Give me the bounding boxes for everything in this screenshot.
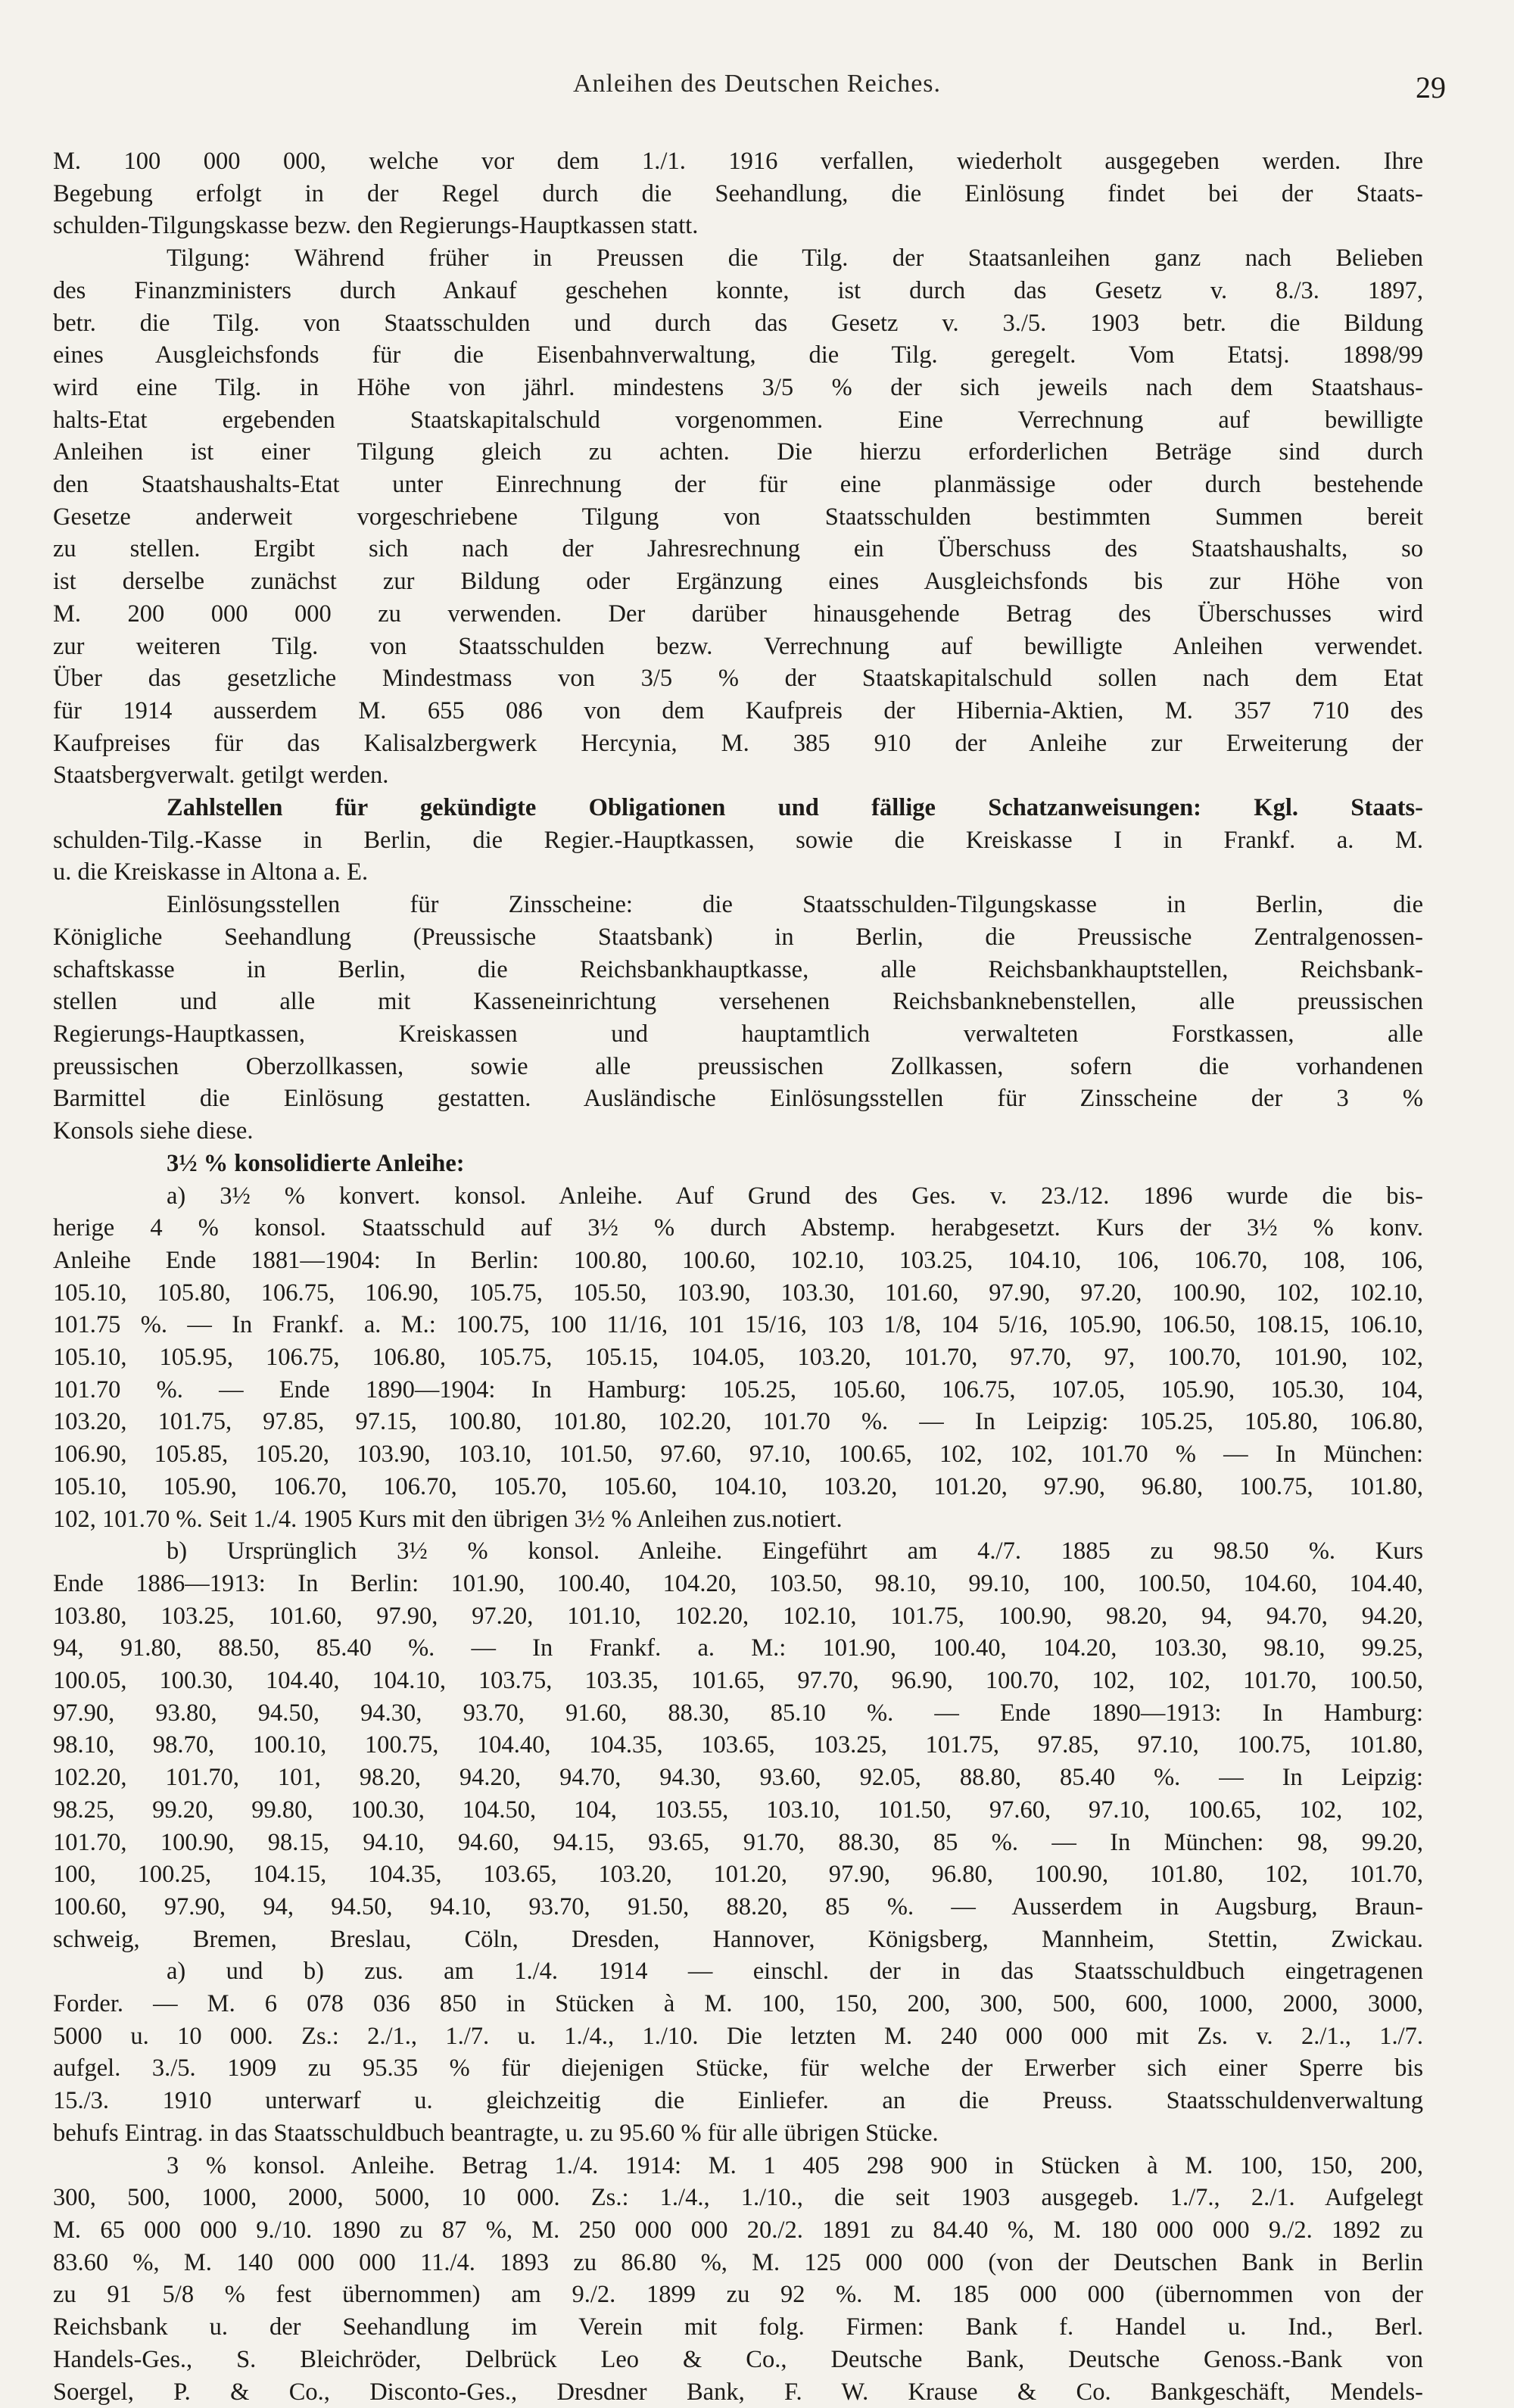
text-line: 105.10, 105.80, 106.75, 106.90, 105.75, 105.50, 103.90, 103.30, 101.60, 97.90, 97.20, 100.90, 102, 102.10, — [53, 1279, 1423, 1307]
text-line: Handels-Ges., S. Bleichröder, Delbrück Leo & Co., Deutsche Bank, Deutsche Genoss.-Bank von — [53, 2345, 1423, 2373]
text-line: Kaufpreises für das Kalisalzbergwerk Hercynia, M. 385 910 der Anleihe zur Erweiterung der — [53, 729, 1423, 757]
running-title: Anleihen des Deutschen Reiches. — [572, 70, 942, 98]
text-line: a) und b) zus. am 1./4. 1914 — einschl. der in das Staatsschuldbuch eingetragenen — [167, 1958, 1423, 1986]
text-line: Regierungs-Hauptkassen, Kreiskassen und hauptamtlich verwalteten Forstkassen, alle — [53, 1020, 1423, 1048]
text-line: 103.20, 101.75, 97.85, 97.15, 100.80, 101.80, 102.20, 101.70 %. — In Leipzig: 105.25, 105.80, 106.80, — [53, 1408, 1423, 1436]
text-line: den Staatshaushalts-Etat unter Einrechnung der für eine planmässige oder durch bestehende — [53, 471, 1423, 499]
text-line: 100.60, 97.90, 94, 94.50, 94.10, 93.70, 91.50, 88.20, 85 %. — Ausserdem in Augsburg, Braun- — [53, 1892, 1423, 1920]
text-line: 105.10, 105.95, 106.75, 106.80, 105.75, 105.15, 104.05, 103.20, 101.70, 97.70, 97, 100.70, 101.90, 102, — [53, 1344, 1423, 1372]
page-number: 29 — [1416, 70, 1446, 104]
text-line: Soergel, P. & Co., Disconto-Ges., Dresdner Bank, F. W. Krause & Co. Bankgeschäft, Mendels- — [53, 2378, 1423, 2406]
text-line: Forder. — M. 6 078 036 850 in Stücken à M. 100, 150, 200, 300, 500, 600, 1000, 2000, 3000, — [53, 1990, 1423, 2018]
page-header — [53, 70, 1461, 115]
text-line: 106.90, 105.85, 105.20, 103.90, 103.10, 101.50, 97.60, 97.10, 100.65, 102, 102, 101.70 % — In München: — [53, 1441, 1423, 1469]
text-line: Konsols siehe diese. — [53, 1117, 254, 1145]
text-line: 105.10, 105.90, 106.70, 106.70, 105.70, 105.60, 104.10, 103.20, 101.20, 97.90, 96.80, 100.75, 101.80, — [53, 1472, 1423, 1500]
text-line: 15./3. 1910 unterwarf u. gleichzeitig die Einliefer. an die Preuss. Staatsschuldenverwaltung — [53, 2087, 1423, 2115]
text-line: schaftskasse in Berlin, die Reichsbankhauptkasse, alle Reichsbankhauptstellen, Reichsbank- — [53, 955, 1423, 983]
text-line: 103.80, 103.25, 101.60, 97.90, 97.20, 101.10, 102.20, 102.10, 101.75, 100.90, 98.20, 94, 94.70, 94.20, — [53, 1602, 1423, 1630]
text-line: 101.70 %. — Ende 1890—1904: In Hamburg: 105.25, 105.60, 106.75, 107.05, 105.90, 105.30, 104, — [53, 1375, 1423, 1403]
text-line: 102, 101.70 %. Seit 1./4. 1905 Kurs mit den übrigen 3½ % Anleihen zus.notiert. — [53, 1505, 843, 1533]
text-line: des Finanzministers durch Ankauf geschehen konnte, ist durch das Gesetz v. 8./3. 1897, — [53, 276, 1423, 304]
text-line: Anleihen ist einer Tilgung gleich zu achten. Die hierzu erforderlichen Beträge sind durch — [53, 438, 1423, 466]
text-line: u. die Kreiskasse in Altona a. E. — [53, 858, 369, 886]
text-line: 3½ % konsolidierte Anleihe: — [167, 1149, 465, 1177]
text-line: M. 100 000 000, welche vor dem 1./1. 1916 verfallen, wiederholt ausgegeben werden. Ihre — [53, 148, 1423, 175]
text-line: behufs Eintrag. in das Staatsschuldbuch beantragte, u. zu 95.60 % für alle übrigen Stücke. — [53, 2119, 939, 2147]
text-line: b) Ursprünglich 3½ % konsol. Anleihe. Eingeführt am 4./7. 1885 zu 98.50 %. Kurs — [167, 1537, 1423, 1565]
text-line: stellen und alle mit Kasseneinrichtung versehenen Reichsbanknebenstellen, alle preussischen — [53, 988, 1423, 1016]
text-line: M. 200 000 000 zu verwenden. Der darüber hinausgehende Betrag des Überschusses wird — [53, 600, 1423, 628]
text-line: 98.10, 98.70, 100.10, 100.75, 104.40, 104.35, 103.65, 103.25, 101.75, 97.85, 97.10, 100.75, 101.80, — [53, 1731, 1423, 1759]
text-line: 94, 91.80, 88.50, 85.40 %. — In Frankf. a. M.: 101.90, 100.40, 104.20, 103.30, 98.10, 99.25, — [53, 1634, 1423, 1662]
text-line: zu 91 5/8 % fest übernommen) am 9./2. 1899 zu 92 %. M. 185 000 000 (übernommen von der — [53, 2281, 1423, 2309]
text-line: ist derselbe zunächst zur Bildung oder Ergänzung eines Ausgleichsfonds bis zur Höhe von — [53, 568, 1423, 596]
text-line: schulden-Tilgungskasse bezw. den Regierungs-Hauptkassen statt. — [53, 212, 699, 240]
text-line: 83.60 %, M. 140 000 000 11./4. 1893 zu 86.80 %, M. 125 000 000 (von der Deutschen Bank in Berlin — [53, 2248, 1423, 2276]
text-line: halts-Etat ergebenden Staatskapitalschuld vorgenommen. Eine Verrechnung auf bewilligte — [53, 406, 1423, 434]
text-line: preussischen Oberzollkassen, sowie alle preussischen Zollkassen, sofern die vorhandenen — [53, 1052, 1423, 1080]
text-line: für 1914 ausserdem M. 655 086 von dem Kaufpreis der Hibernia-Aktien, M. 357 710 des — [53, 696, 1423, 724]
text-line: 98.25, 99.20, 99.80, 100.30, 104.50, 104, 103.55, 103.10, 101.50, 97.60, 97.10, 100.65, 102, 102, — [53, 1796, 1423, 1824]
text-line: wird eine Tilg. in Höhe von jährl. mindestens 3/5 % der sich jeweils nach dem Staatshaus- — [53, 373, 1423, 401]
text-line: 100, 100.25, 104.15, 104.35, 103.65, 103.20, 101.20, 97.90, 96.80, 100.90, 101.80, 102, 101.70, — [53, 1861, 1423, 1889]
text-line: schweig, Bremen, Breslau, Cöln, Dresden, Hannover, Königsberg, Mannheim, Stettin, Zwickau. — [53, 1925, 1423, 1953]
text-line: 300, 500, 1000, 2000, 5000, 10 000. Zs.: 1./4., 1./10., die seit 1903 ausgegeb. 1./7., 2./1. Aufgelegt — [53, 2184, 1423, 2212]
text-line: Anleihe Ende 1881—1904: In Berlin: 100.80, 100.60, 102.10, 103.25, 104.10, 106, 106.70, 108, 106, — [53, 1246, 1423, 1274]
text-line: Ende 1886—1913: In Berlin: 101.90, 100.40, 104.20, 103.50, 98.10, 99.10, 100, 100.50, 104.60, 104.40, — [53, 1569, 1423, 1597]
text-line: 101.75 %. — In Frankf. a. M.: 100.75, 100 11/16, 101 15/16, 103 1/8, 104 5/16, 105.90, 106.50, 108.15, 106.10, — [53, 1311, 1423, 1339]
text-line: Tilgung: Während früher in Preussen die Tilg. der Staatsanleihen ganz nach Belieben — [167, 245, 1423, 273]
text-line: 101.70, 100.90, 98.15, 94.10, 94.60, 94.15, 93.65, 91.70, 88.30, 85 %. — In München: 98, 99.20, — [53, 1828, 1423, 1856]
text-line: zur weiteren Tilg. von Staatsschulden bezw. Verrechnung auf bewilligte Anleihen verwendet. — [53, 632, 1423, 660]
text-line: Begebung erfolgt in der Regel durch die Seehandlung, die Einlösung findet bei der Staats- — [53, 179, 1423, 207]
text-line: zu stellen. Ergibt sich nach der Jahresrechnung ein Überschuss des Staatshaushalts, so — [53, 535, 1423, 563]
text-line: 3 % konsol. Anleihe. Betrag 1./4. 1914: M. 1 405 298 900 in Stücken à M. 100, 150, 200, — [167, 2151, 1423, 2179]
text-line: schulden-Tilg.-Kasse in Berlin, die Regier.-Hauptkassen, sowie die Kreiskasse I in Frankf. a. M. — [53, 826, 1423, 854]
body-text — [53, 145, 1423, 2408]
text-line: M. 65 000 000 9./10. 1890 zu 87 %, M. 250 000 000 20./2. 1891 zu 84.40 %, M. 180 000 000 9./2. 1892 zu — [53, 2216, 1423, 2244]
text-line: aufgel. 3./5. 1909 zu 95.35 % für diejenigen Stücke, für welche der Erwerber sich einer Sperre bis — [53, 2054, 1423, 2082]
text-line: Barmittel die Einlösung gestatten. Ausländische Einlösungsstellen für Zinsscheine der 3 % — [53, 1085, 1423, 1113]
text-line: a) 3½ % konvert. konsol. Anleihe. Auf Grund des Ges. v. 23./12. 1896 wurde die bis- — [167, 1182, 1423, 1210]
text-line: Gesetze anderweit vorgeschriebene Tilgung von Staatsschulden bestimmten Summen bereit — [53, 503, 1423, 531]
text-line: Reichsbank u. der Seehandlung im Verein mit folg. Firmen: Bank f. Handel u. Ind., Berl. — [53, 2313, 1423, 2341]
text-line: 102.20, 101.70, 101, 98.20, 94.20, 94.70, 94.30, 93.60, 92.05, 88.80, 85.40 %. — In Leipzig: — [53, 1764, 1423, 1792]
text-line: herige 4 % konsol. Staatsschuld auf 3½ % durch Abstemp. herabgesetzt. Kurs der 3½ % konv. — [53, 1214, 1423, 1242]
text-line: Zahlstellen für gekündigte Obligationen und fällige Schatzanweisungen: Kgl. Staats- — [167, 794, 1423, 822]
text-line: Königliche Seehandlung (Preussische Staatsbank) in Berlin, die Preussische Zentralgenossen- — [53, 923, 1423, 951]
text-line: 5000 u. 10 000. Zs.: 2./1., 1./7. u. 1./4., 1./10. Die letzten M. 240 000 000 mit Zs. v. 2./1., 1./7. — [53, 2022, 1423, 2050]
text-line: Einlösungsstellen für Zinsscheine: die Staatsschulden-Tilgungskasse in Berlin, die — [167, 891, 1423, 919]
text-line: 100.05, 100.30, 104.40, 104.10, 103.75, 103.35, 101.65, 97.70, 96.90, 100.70, 102, 102, 101.70, 100.50, — [53, 1667, 1423, 1695]
text-line: Staatsbergverwalt. getilgt werden. — [53, 762, 389, 790]
text-line: eines Ausgleichsfonds für die Eisenbahnverwaltung, die Tilg. geregelt. Vom Etatsj. 1898/99 — [53, 341, 1423, 369]
text-line: Über das gesetzliche Mindestmass von 3/5 % der Staatskapitalschuld sollen nach dem Etat — [53, 665, 1423, 693]
text-line: betr. die Tilg. von Staatsschulden und durch das Gesetz v. 3./5. 1903 betr. die Bildung — [53, 309, 1423, 337]
text-line: 97.90, 93.80, 94.50, 94.30, 93.70, 91.60, 88.30, 85.10 %. — Ende 1890—1913: In Hamburg: — [53, 1699, 1423, 1727]
